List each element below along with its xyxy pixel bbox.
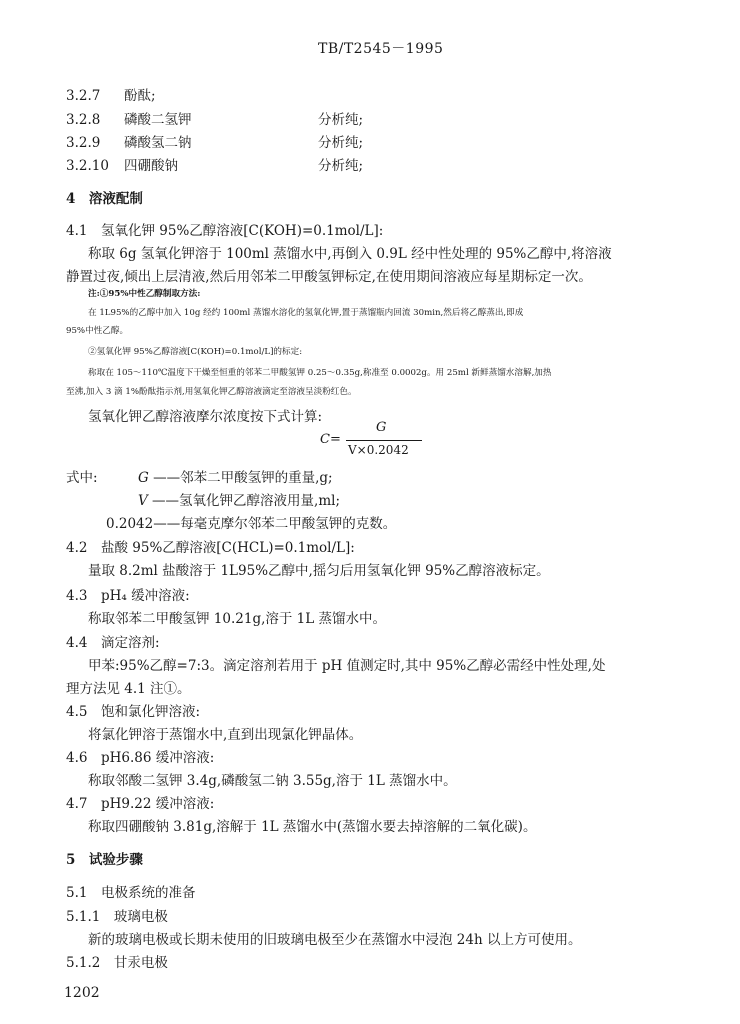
formula-numerator: G bbox=[376, 420, 387, 435]
paragraph-line: 静置过夜,倾出上层清液,然后用邻苯二甲酸氢钾标定,在使用期间溶液应每星期标定一次。 bbox=[66, 269, 592, 285]
section-title: 5 试验步骤 bbox=[66, 852, 143, 868]
where-label: 式中: bbox=[66, 470, 98, 486]
item-name: 四硼酸钠 bbox=[124, 158, 178, 174]
item-grade: 分析纯; bbox=[318, 112, 364, 128]
page-number: 1202 bbox=[64, 985, 100, 1001]
variable-description: ——邻苯二甲酸氢钾的重量,g; bbox=[153, 470, 333, 486]
paragraph-line: 理方法见 4.1 注①。 bbox=[66, 681, 191, 697]
formula-denominator: V×0.2042 bbox=[348, 443, 409, 457]
fraction-bar bbox=[346, 440, 422, 441]
item-grade: 分析纯; bbox=[318, 158, 364, 174]
subsection-heading: 4.4 滴定溶剂: bbox=[66, 635, 160, 651]
note-line: 95%中性乙醇。 bbox=[66, 326, 129, 336]
subsection-heading: 4.7 pH9.22 缓冲溶液: bbox=[66, 796, 215, 812]
variable-description: ——氢氧化钾乙醇溶液用量,ml; bbox=[152, 493, 341, 509]
note-line: 至沸,加入 3 滴 1%酚酞指示剂,用氢氧化钾乙醇溶液滴定至溶液呈淡粉红色。 bbox=[66, 387, 357, 397]
formula bbox=[320, 420, 440, 460]
list-item bbox=[66, 84, 156, 104]
subsection-heading: 5.1.1 玻璃电极 bbox=[66, 909, 168, 925]
note-line: 注:①95%中性乙醇制取方法: bbox=[88, 289, 201, 299]
paragraph-line: 称取四硼酸钠 3.81g,溶解于 1L 蒸馏水中(蒸馏水要去掉溶解的二氧化碳)。 bbox=[88, 819, 537, 835]
item-name: 酚酞; bbox=[124, 88, 156, 104]
note-line: 在 1L95%的乙醇中加入 10g 经约 100ml 蒸馏水溶化的氢氧化钾,置于蒸馏瓶内回流 30min,然后将乙醇蒸出,即成 bbox=[88, 308, 524, 318]
paragraph-line: 量取 8.2ml 盐酸溶于 1L95%乙醇中,摇匀后用氢氧化钾 95%乙醇溶液标定。 bbox=[88, 563, 550, 579]
item-number: 3.2.10 bbox=[66, 158, 109, 174]
note-line: ②氢氧化钾 95%乙醇溶液[C(KOH)=0.1mol/L]的标定: bbox=[88, 347, 303, 357]
note-line: 称取在 105～110℃温度下干燥至恒重的邻苯二甲酸氢钾 0.25～0.35g,称准至 0.0002g。用 25ml 新鲜蒸馏水溶解,加热 bbox=[88, 368, 552, 378]
subsection-heading: 4.1 氢氧化钾 95%乙醇溶液[C(KOH)=0.1mol/L]: bbox=[66, 223, 384, 239]
variable-definition: 0.2042——每毫克摩尔邻苯二甲酸氢钾的克数。 bbox=[106, 516, 397, 532]
list-item bbox=[66, 154, 526, 174]
list-item bbox=[66, 108, 526, 128]
item-name: 磷酸二氢钾 bbox=[124, 112, 192, 128]
variable-symbol: V bbox=[138, 493, 148, 509]
paragraph-line: 氢氧化钾乙醇溶液摩尔浓度按下式计算: bbox=[88, 409, 323, 425]
paragraph-line: 称取邻苯二甲酸氢钾 10.21g,溶于 1L 蒸馏水中。 bbox=[88, 611, 387, 627]
subsection-heading: 5.1 电极系统的准备 bbox=[66, 885, 196, 901]
variable-definition bbox=[138, 466, 333, 486]
paragraph-line: 将氯化钾溶于蒸馏水中,直到出现氯化钾晶体。 bbox=[88, 727, 363, 743]
item-number: 3.2.7 bbox=[66, 88, 101, 104]
subsection-heading: 4.6 pH6.86 缓冲溶液: bbox=[66, 750, 215, 766]
item-name: 磷酸氢二钠 bbox=[124, 135, 192, 151]
variable-definition bbox=[138, 489, 340, 509]
variable-symbol: G bbox=[138, 470, 149, 486]
subsection-heading: 5.1.2 甘汞电极 bbox=[66, 955, 168, 971]
item-number: 3.2.8 bbox=[66, 112, 101, 128]
subsection-heading: 4.5 饱和氯化钾溶液: bbox=[66, 704, 201, 720]
paragraph-line: 甲苯:95%乙醇=7:3。滴定溶剂若用于 pH 值测定时,其中 95%乙醇必需经中性处理,处 bbox=[88, 658, 606, 674]
section-title: 4 溶液配制 bbox=[66, 191, 143, 207]
formula-lhs: C= bbox=[320, 432, 341, 447]
subsection-heading: 4.3 pH₄ 缓冲溶液: bbox=[66, 588, 190, 604]
item-grade: 分析纯; bbox=[318, 135, 364, 151]
paragraph-line: 称取邻酸二氢钾 3.4g,磷酸氢二钠 3.55g,溶于 1L 蒸馏水中。 bbox=[88, 773, 457, 789]
list-item bbox=[66, 131, 526, 151]
paragraph-line: 新的玻璃电极或长期未使用的旧玻璃电极至少在蒸馏水中浸泡 24h 以上方可使用。 bbox=[88, 932, 582, 948]
item-number: 3.2.9 bbox=[66, 135, 101, 151]
subsection-heading: 4.2 盐酸 95%乙醇溶液[C(HCL)=0.1mol/L]: bbox=[66, 540, 355, 556]
paragraph-line: 称取 6g 氢氧化钾溶于 100ml 蒸馏水中,再倒入 0.9L 经中性处理的 95%乙醇中,将溶液 bbox=[88, 246, 612, 262]
page-header: TB/T2545－1995 bbox=[318, 41, 444, 57]
